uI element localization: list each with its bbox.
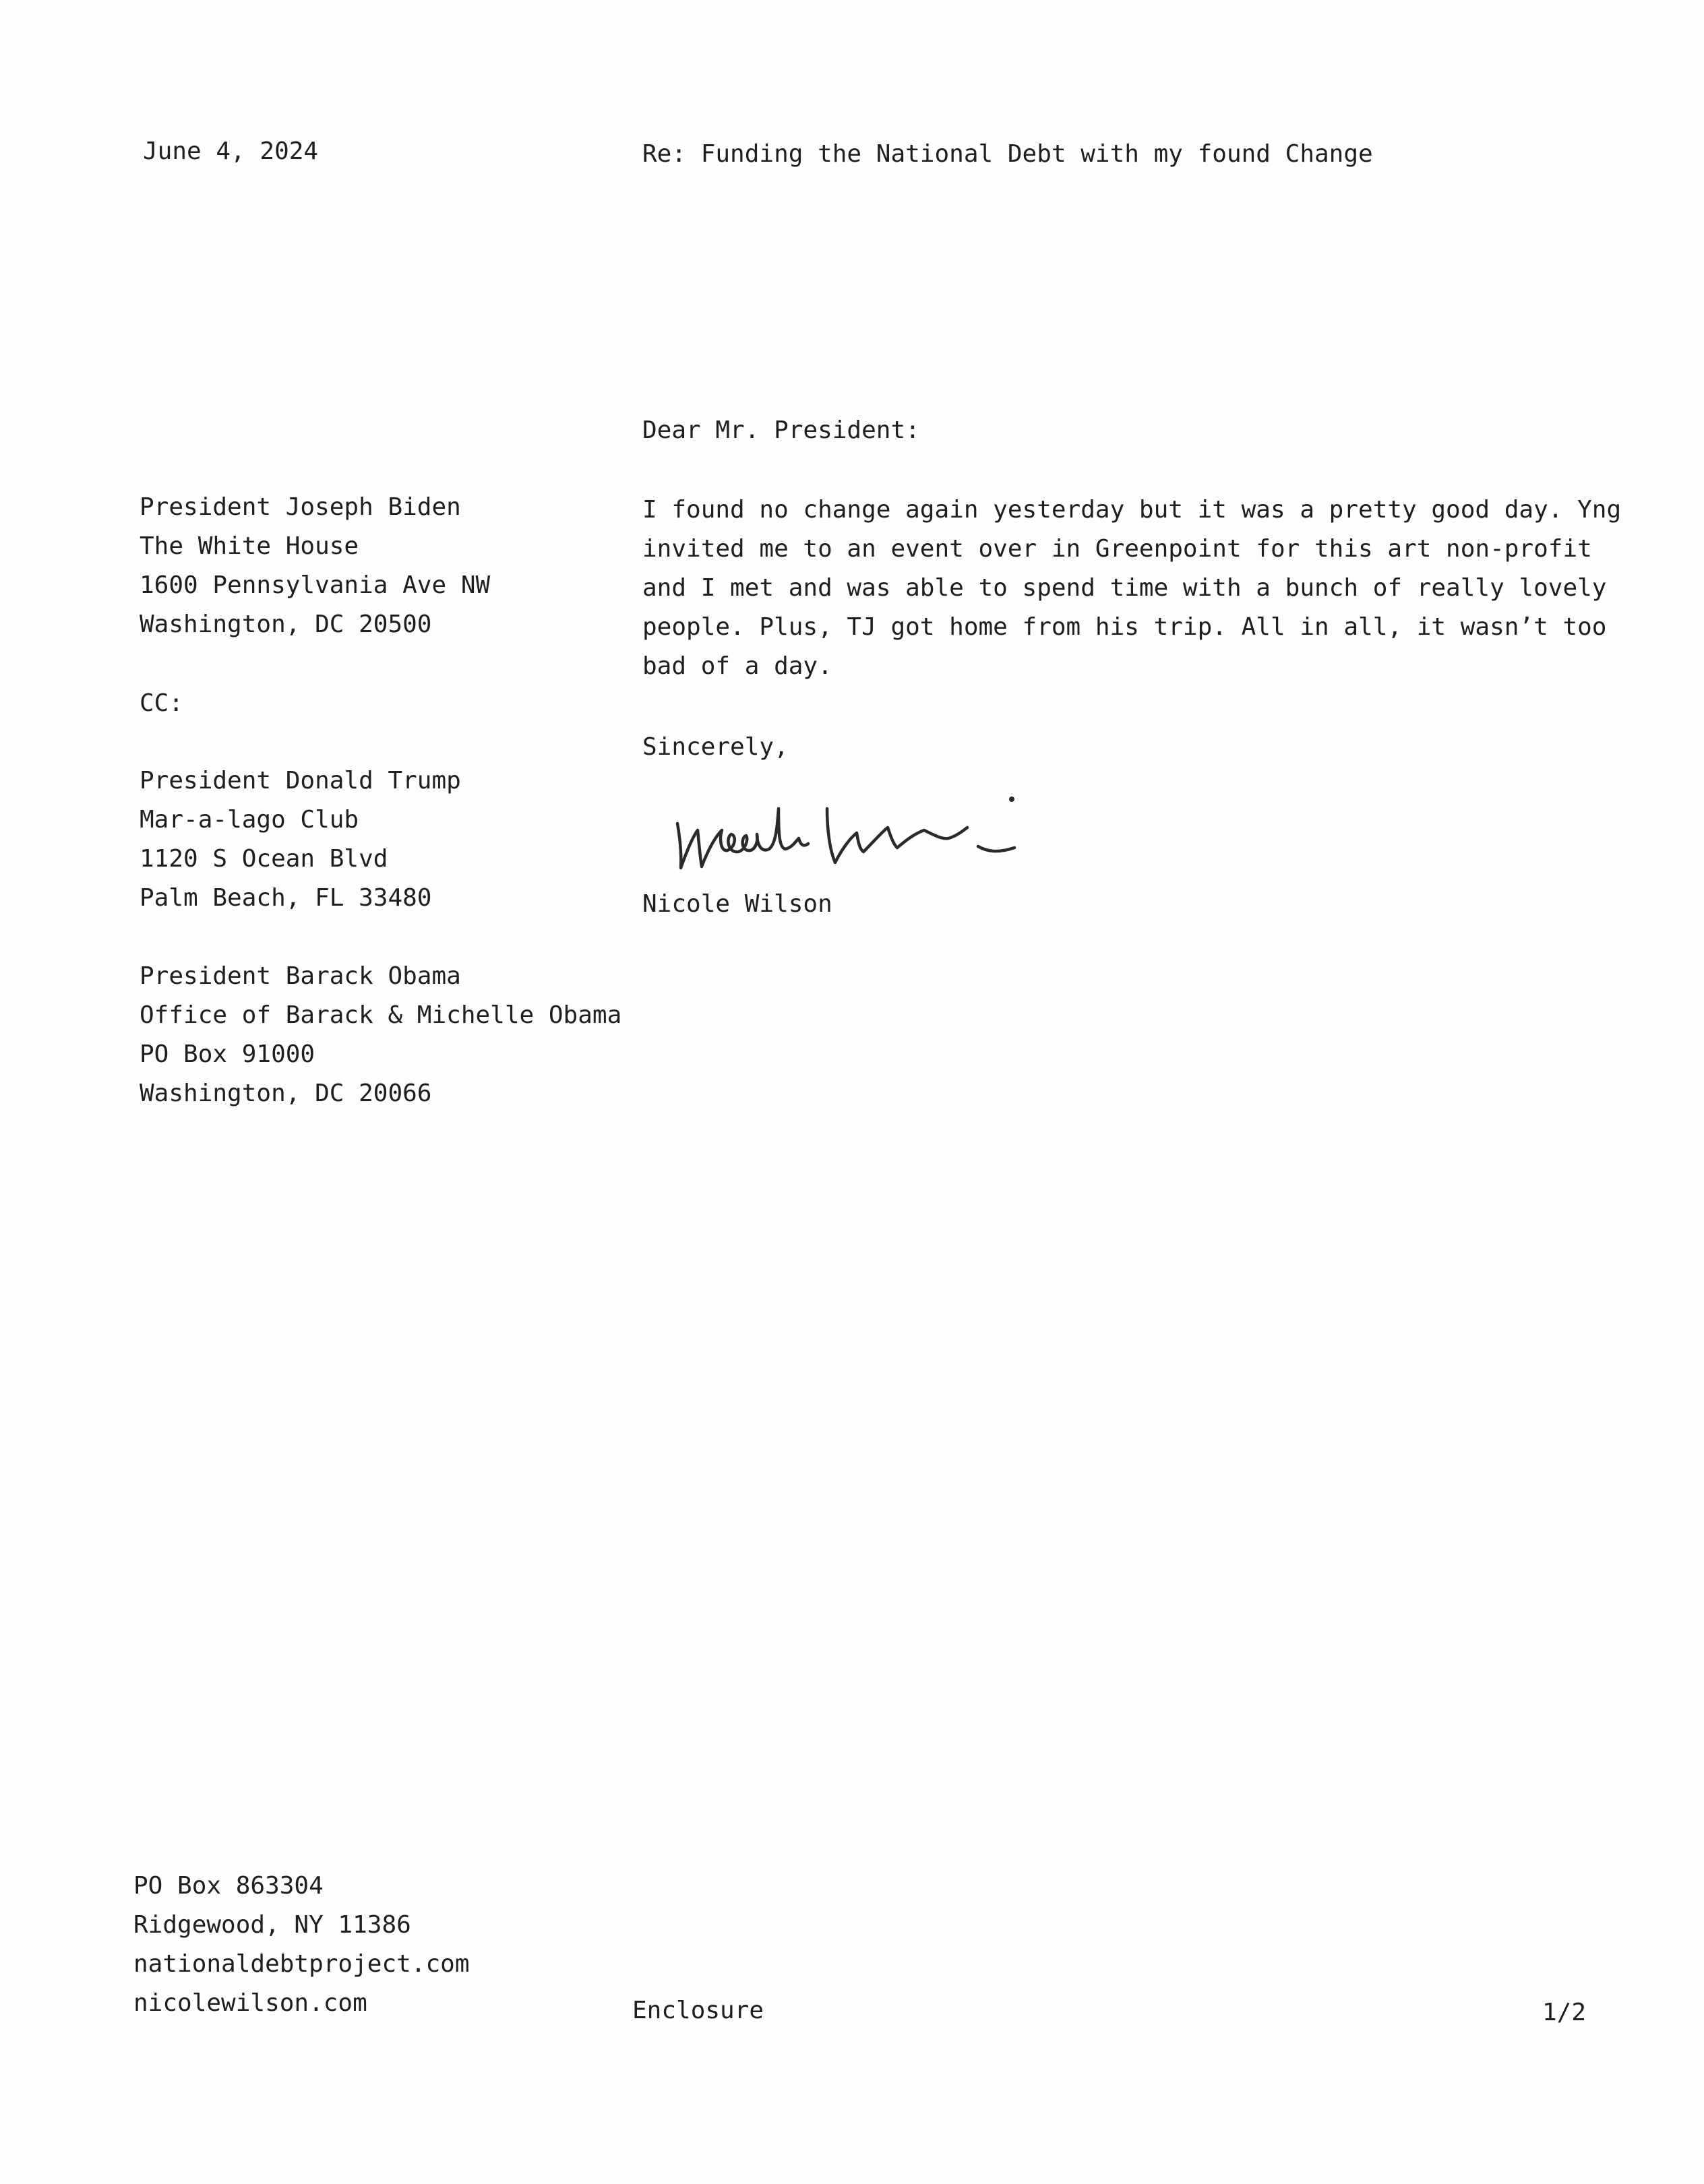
signer-name: Nicole Wilson [642,890,832,918]
body-line: bad of a day. [642,652,832,680]
cc-name: President Donald Trump [140,767,461,794]
letter-body [642,491,1622,686]
cc-address [140,957,621,1113]
salutation: Dear Mr. President: [642,416,920,444]
body-line: people. Plus, TJ got home from his trip. All in all, it wasn’t too [642,613,1607,641]
recipient-org: The White House [140,532,359,560]
cc-name: President Barack Obama [140,962,461,990]
letter-date: June 4, 2024 [143,137,319,165]
cc-city: Washington, DC 20066 [140,1080,432,1107]
body-line: I found no change again yesterday but it was a pretty good day. Yng [642,496,1622,524]
sender-city: Ridgewood, NY 11386 [133,1911,411,1939]
sender-address [133,1867,470,2023]
cc-label: CC: [140,689,184,717]
handwritten-signature [671,768,1035,890]
page-number: 1/2 [1542,1999,1587,2026]
letter-subject: Re: Funding the National Debt with my found Change [642,140,1373,168]
cc-street: PO Box 91000 [140,1040,315,1068]
cc-org: Mar-a-lago Club [140,806,359,834]
recipient-name: President Joseph Biden [140,493,461,521]
cc-street: 1120 S Ocean Blvd [140,845,388,873]
body-line: invited me to an event over in Greenpoint for this art non-profit [642,535,1592,563]
sender-website: nationaldebtproject.com [133,1950,470,1978]
sender-website: nicolewilson.com [133,1989,367,2017]
body-line: and I met and was able to spend time with a bunch of really lovely [642,574,1607,602]
recipient-address [140,488,490,644]
recipient-city: Washington, DC 20500 [140,611,432,638]
cc-city: Palm Beach, FL 33480 [140,884,432,912]
closing: Sincerely, [642,733,789,761]
recipient-street: 1600 Pennsylvania Ave NW [140,571,491,599]
sender-po-box: PO Box 863304 [133,1872,324,1900]
cc-org: Office of Barack & Michelle Obama [140,1001,622,1029]
cc-address [140,761,461,918]
enclosure-note: Enclosure [632,1997,764,2024]
